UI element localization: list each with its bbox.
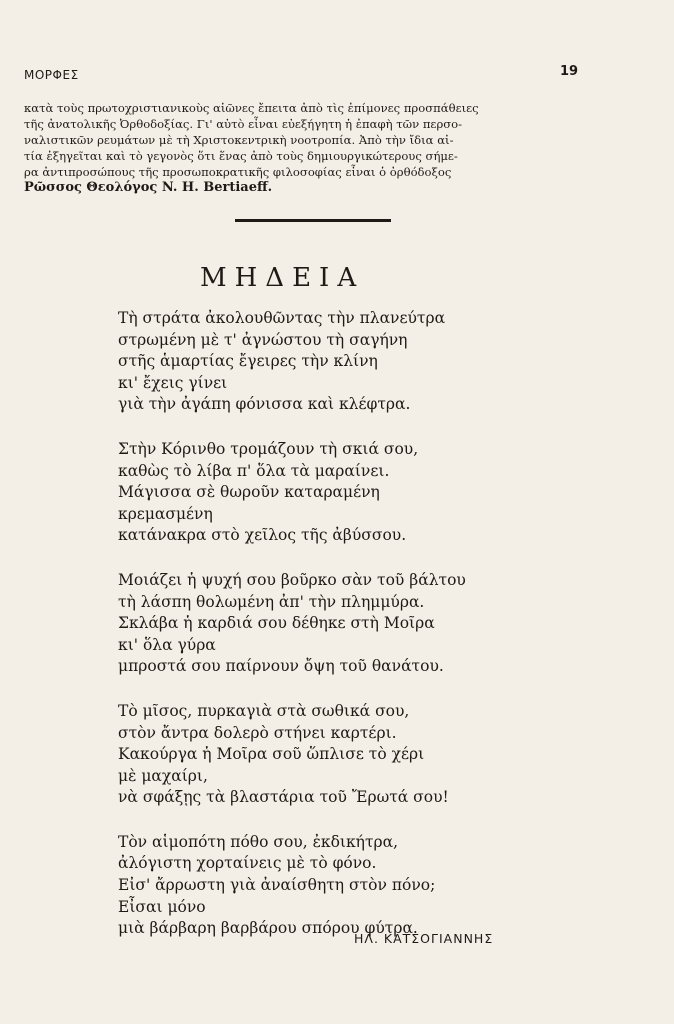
verse-line: στῆς ἁμαρτίας ἔγειρες τὴν κλίνη [118,352,378,371]
verse-line: Στὴν Κόρινθο τρομάζουν τὴ σκιά σου, [118,439,419,458]
verse-line: μὲ μαχαίρι, [118,766,208,785]
stanza [118,701,538,809]
prose-line: κατὰ τοὺς πρωτοχριστιανικοὺς αἰῶνες ἔπειτα ἀπὸ τὶς ἐπίμονες προσπάθειες [24,101,479,115]
verse-line: κατάνακρα στὸ χεῖλος τῆς ἀβύσσου. [118,526,407,545]
section-divider [235,219,391,222]
running-head: ΜΟΡΦΕΣ [24,68,79,82]
verse-line: Μάγισσα σὲ θωροῦν καταραμένη [118,483,380,502]
author-signature: ΗΛ. ΚΑΤΣΟΓΙΑΝΝΗΣ [354,931,494,946]
prose-line: ναλιστικῶν ρευμάτων μὲ τὴ Χριστοκεντρικὴ νοοτροπία. Ἀπὸ τὴν ἴδια αἰ- [24,133,454,147]
prose-line: Ρῶσσος Θεολόγος N. H. Bertiaeff. [24,180,273,195]
stanza [118,308,538,416]
page-number: 19 [560,64,579,79]
verse-line: Σκλάβα ἡ καρδιά σου δέθηκε στὴ Μοῖρα [118,614,435,633]
verse-line: καθὼς τὸ λίβα π' ὅλα τὰ μαραίνει. [118,461,390,480]
prose-line: τῆς ἀνατολικῆς Ὀρθοδοξίας. Γι' αὐτὸ εἶναι εὐεξήγητη ἡ ἐπαφὴ τῶν περσο- [24,117,463,131]
verse-line: μπροστά σου παίρνουν ὄψη τοῦ θανάτου. [118,657,444,676]
verse-line: Μοιάζει ἡ ψυχή σου βοῦρκο σὰν τοῦ βάλτου [118,570,466,589]
verse-line: Τὸν αἱμοπότη πόθο σου, ἐκδικήτρα, [118,832,399,851]
verse-line: στρωμένη μὲ τ' ἀγνώστου τὴ σαγήνη [118,330,408,349]
verse-line: κι' ἔχεις γίνει [118,373,228,392]
verse-line: Εἶσαι μόνο [118,897,206,916]
prose-line: τία ἐξηγεῖται καὶ τὸ γεγονὸς ὅτι ἕνας ἀπὸ τοὺς δημιουργικώτερους σήμε- [24,149,458,163]
verse-line: στὸν ἄντρα δολερὸ στήνει καρτέρι. [118,723,397,742]
verse-line: Τὸ μῖσος, πυρκαγιὰ στὰ σωθικά σου, [118,701,410,720]
stanza [118,832,538,940]
stanza [118,439,538,547]
verse-line: Κακούργα ἡ Μοῖρα σοῦ ὥπλισε τὸ χέρι [118,745,425,764]
prose-paragraph [24,100,614,196]
prose-line: ρα ἀντιπροσώπους τῆς προσωποκρατικῆς φιλοσοφίας εἶναι ὁ ὀρθόδοξος [24,165,452,179]
verse-line: κι' ὅλα γύρα [118,635,216,654]
verse-line: γιὰ τὴν ἀγάπη φόνισσα καὶ κλέφτρα. [118,395,411,414]
verse-line: νὰ σφάξῃς τὰ βλαστάρια τοῦ Ἔρωτά σου! [118,788,449,807]
poem-body [118,308,538,963]
verse-line: μιὰ βάρβαρη βαρβάρου σπόρου φύτρα. [118,919,418,938]
verse-line: τὴ λάσπη θολωμένη ἀπ' τὴν πλημμύρα. [118,592,425,611]
verse-line: κρεμασμένη [118,504,213,523]
stanza [118,570,538,678]
verse-line: Τὴ στράτα ἀκολουθῶντας τὴν πλανεύτρα [118,309,446,327]
verse-line: ἀλόγιστη χορταίνεις μὲ τὸ φόνο. [118,854,377,873]
poem-title: ΜΗΔΕΙΑ [200,263,365,293]
verse-line: Εἰσ' ἄρρωστη γιὰ ἀναίσθητη στὸν πόνο; [118,876,436,895]
